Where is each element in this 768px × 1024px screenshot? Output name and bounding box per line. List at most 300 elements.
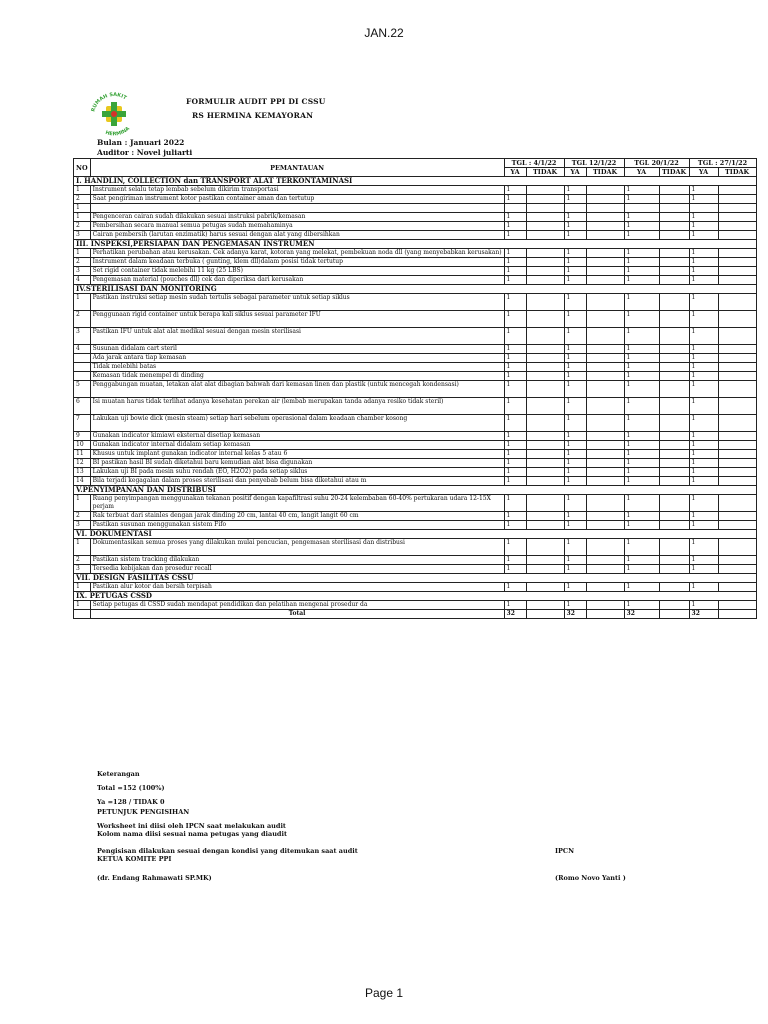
ya-header: YA	[504, 168, 526, 177]
logo-arc-bottom: HERMINA	[104, 125, 132, 138]
ya-cell: 1	[689, 267, 718, 276]
ya-cell: 1	[624, 398, 659, 415]
ya-cell: 1	[564, 468, 586, 477]
ya-cell: 1	[564, 222, 586, 231]
row-number	[74, 354, 91, 363]
tidak-cell	[586, 539, 624, 556]
ya-cell: 1	[689, 601, 718, 610]
tidak-cell	[586, 381, 624, 398]
tidak-cell	[718, 398, 756, 415]
ya-cell: 1	[564, 556, 586, 565]
row-description: Setiap petugas di CSSD sudah mendapat pendidikan dan pelatihan mengenai prosedur da	[90, 601, 504, 610]
ya-cell: 1	[624, 231, 659, 240]
tidak-cell	[586, 441, 624, 450]
ya-cell: 1	[504, 521, 526, 530]
table-row	[74, 345, 757, 354]
ya-cell: 1	[689, 415, 718, 432]
table-row	[74, 459, 757, 468]
date-header: TGL 12/1/22	[564, 159, 624, 168]
tidak-cell	[586, 459, 624, 468]
ya-cell: 1	[689, 363, 718, 372]
row-number: 1	[74, 495, 91, 512]
ya-cell: 1	[689, 556, 718, 565]
ya-cell: 1	[504, 213, 526, 222]
table-row	[74, 186, 757, 195]
tidak-cell	[659, 186, 689, 195]
tidak-cell	[718, 495, 756, 512]
ya-cell: 1	[624, 556, 659, 565]
ipcn-signature-name: (Romo Novo Yanti )	[555, 874, 626, 882]
row-number: 3	[74, 521, 91, 530]
ya-cell: 1	[504, 328, 526, 345]
ya-cell: 1	[504, 468, 526, 477]
ya-cell: 1	[504, 381, 526, 398]
tidak-cell	[526, 556, 564, 565]
ya-cell: 1	[504, 222, 526, 231]
ketua-signature-name: (dr. Endang Rahmawati SP.MK)	[97, 874, 212, 882]
tidak-cell	[526, 354, 564, 363]
total-tidak	[586, 610, 624, 619]
ya-cell: 1	[689, 249, 718, 258]
row-description: Pengemasan material (pouches dll) cek dan diperiksa dari kerusakan	[90, 276, 504, 285]
row-description: Pastikan susunan menggunakan sistem Fifo	[90, 521, 504, 530]
tidak-cell	[586, 258, 624, 267]
date-header: TGL : 4/1/22	[504, 159, 564, 168]
tidak-cell	[526, 583, 564, 592]
tidak-cell	[718, 468, 756, 477]
row-description	[90, 204, 504, 213]
ya-cell: 1	[624, 195, 659, 204]
ipcn-label: IPCN	[555, 847, 575, 855]
ya-cell: 1	[624, 249, 659, 258]
ya-cell: 1	[689, 222, 718, 231]
tidak-cell	[659, 276, 689, 285]
col-no-header: NO	[74, 159, 91, 177]
auditor-label: Auditor : Novel juliarti	[97, 148, 193, 157]
section-row	[74, 592, 757, 601]
tidak-cell	[659, 601, 689, 610]
row-description: Lakukan uji BI pada mesin suhu rendah (EO, H2O2) pada setiap siklus	[90, 468, 504, 477]
ya-cell: 1	[689, 477, 718, 486]
ya-cell: 1	[504, 601, 526, 610]
row-description: Khusus untuk implant gunakan indicator internal kelas 5 atau 6	[90, 450, 504, 459]
tidak-cell	[659, 294, 689, 311]
row-description: Pembersihan secara manual semua petugas sudah memahaminya	[90, 222, 504, 231]
row-number: 2	[74, 258, 91, 267]
tidak-cell	[659, 311, 689, 328]
tidak-cell	[718, 195, 756, 204]
tidak-cell	[586, 345, 624, 354]
ya-cell: 1	[624, 477, 659, 486]
table-row	[74, 450, 757, 459]
table-row	[74, 231, 757, 240]
row-description: Dokumentasikan semua proses yang dilakukan mulai pencucian, pengemasan sterilisasi dan distribusi	[90, 539, 504, 556]
ya-cell: 1	[564, 459, 586, 468]
tidak-cell	[659, 213, 689, 222]
ya-cell: 1	[564, 328, 586, 345]
tidak-cell	[586, 521, 624, 530]
row-number: 1	[74, 204, 91, 213]
ya-cell: 1	[564, 512, 586, 521]
tidak-cell	[586, 495, 624, 512]
ya-cell: 1	[689, 231, 718, 240]
tidak-cell	[718, 267, 756, 276]
ya-cell	[564, 204, 586, 213]
tidak-cell	[718, 258, 756, 267]
tidak-cell	[659, 521, 689, 530]
tidak-cell	[526, 432, 564, 441]
row-number: 1	[74, 539, 91, 556]
ya-cell: 1	[624, 601, 659, 610]
section-row	[74, 177, 757, 186]
row-number: 1	[74, 249, 91, 258]
tidak-cell	[526, 415, 564, 432]
section-title: VI. DOKUMENTASI	[74, 530, 757, 539]
ya-cell: 1	[504, 258, 526, 267]
tidak-cell	[526, 521, 564, 530]
table-row	[74, 249, 757, 258]
tidak-cell	[586, 213, 624, 222]
row-description: Isi muatan harus tidak terlihat adanya kesehatan perekan air (lembab merupakan tanda adanya resiko tidak steril)	[90, 398, 504, 415]
row-description: Kemasan tidak menempel di dinding	[90, 372, 504, 381]
tidak-cell	[718, 276, 756, 285]
table-row	[74, 294, 757, 311]
ya-cell: 1	[564, 441, 586, 450]
ya-cell: 1	[564, 354, 586, 363]
ya-cell: 1	[689, 186, 718, 195]
section-title: IX. PETUGAS CSSD	[74, 592, 757, 601]
tidak-cell	[526, 345, 564, 354]
date-header: TGL : 27/1/22	[689, 159, 756, 168]
ya-cell: 1	[504, 477, 526, 486]
ya-cell: 1	[564, 213, 586, 222]
ya-cell: 1	[564, 415, 586, 432]
date-header: TGL 20/1/22	[624, 159, 689, 168]
ya-cell: 1	[504, 363, 526, 372]
tidak-cell	[526, 249, 564, 258]
ya-cell: 1	[624, 363, 659, 372]
svg-text:HERMINA	[105, 126, 132, 138]
tidak-cell	[586, 204, 624, 213]
ya-cell: 1	[564, 521, 586, 530]
hermina-logo	[86, 86, 142, 142]
tidak-cell	[659, 441, 689, 450]
tidak-cell	[526, 441, 564, 450]
tidak-cell	[526, 459, 564, 468]
tidak-cell	[586, 565, 624, 574]
tidak-cell	[718, 512, 756, 521]
tidak-cell	[718, 521, 756, 530]
ya-cell: 1	[504, 459, 526, 468]
tidak-cell	[718, 231, 756, 240]
table-row	[74, 398, 757, 415]
row-description: Pastikan instruksi setiap mesin sudah tertulis sebagai parameter untuk setiap siklus	[90, 294, 504, 311]
table-row	[74, 477, 757, 486]
ya-cell: 1	[564, 249, 586, 258]
row-number: 4	[74, 276, 91, 285]
row-number: 1	[74, 186, 91, 195]
ya-cell: 1	[504, 294, 526, 311]
tidak-cell	[659, 231, 689, 240]
tidak-cell	[586, 249, 624, 258]
tidak-cell	[718, 222, 756, 231]
ya-cell: 1	[624, 450, 659, 459]
ya-cell: 1	[689, 398, 718, 415]
row-number: 4	[74, 345, 91, 354]
row-number: 13	[74, 468, 91, 477]
tidak-cell	[526, 258, 564, 267]
tidak-cell	[526, 276, 564, 285]
table-row	[74, 441, 757, 450]
ya-cell: 1	[564, 372, 586, 381]
tidak-cell	[718, 556, 756, 565]
tidak-cell	[718, 204, 756, 213]
tidak-cell	[659, 267, 689, 276]
tidak-cell	[526, 294, 564, 311]
tidak-cell	[526, 539, 564, 556]
row-description: Set rigid container tidak melebihi 11 kg (25 LBS)	[90, 267, 504, 276]
tidak-cell	[526, 601, 564, 610]
row-number: 1	[74, 294, 91, 311]
ketua-label: KETUA KOMITE PPI	[97, 855, 172, 863]
ya-cell: 1	[564, 565, 586, 574]
ya-cell: 1	[689, 276, 718, 285]
total-line: Total =152 (100%)	[97, 784, 165, 792]
tidak-cell	[526, 213, 564, 222]
ya-cell: 1	[504, 186, 526, 195]
section-title: VII. DESIGN FASILITAS CSSU	[74, 574, 757, 583]
ya-cell: 1	[689, 195, 718, 204]
ya-line: Ya =128 / TIDAK 0	[97, 798, 165, 806]
ya-cell: 1	[689, 583, 718, 592]
ya-cell: 1	[624, 415, 659, 432]
ya-cell: 1	[504, 249, 526, 258]
row-description: Cairan pembersih (larutan enzimatik) harus sesuai dengan alat yang dibersihkan	[90, 231, 504, 240]
row-number: 5	[74, 381, 91, 398]
tidak-cell	[718, 539, 756, 556]
tidak-cell	[718, 601, 756, 610]
tidak-cell	[526, 512, 564, 521]
tidak-cell	[718, 441, 756, 450]
tidak-cell	[659, 381, 689, 398]
keterangan: Keterangan	[97, 770, 140, 778]
pengisian-note: Pengisisan dilakukan sesuai dengan kondisi yang ditemukan saat audit	[97, 847, 358, 855]
ya-cell: 1	[564, 381, 586, 398]
tidak-cell	[526, 222, 564, 231]
ya-cell: 1	[564, 477, 586, 486]
row-number: 2	[74, 195, 91, 204]
tidak-cell	[718, 345, 756, 354]
tidak-cell	[586, 512, 624, 521]
total-empty	[74, 610, 91, 619]
table-row	[74, 195, 757, 204]
ya-cell: 1	[504, 398, 526, 415]
total-tidak	[526, 610, 564, 619]
tidak-cell	[526, 204, 564, 213]
table-row	[74, 539, 757, 556]
section-title: IV.STERILISASI DAN MONITORING	[74, 285, 757, 294]
tidak-cell	[586, 186, 624, 195]
tidak-cell	[586, 432, 624, 441]
row-description: Tersedia kebijakan dan prosedur recall	[90, 565, 504, 574]
total-tidak	[659, 610, 689, 619]
tidak-cell	[659, 512, 689, 521]
row-description: Susunan didalam cart steril	[90, 345, 504, 354]
row-number: 11	[74, 450, 91, 459]
table-row	[74, 556, 757, 565]
row-description: Pastikan IFU untuk alat alat medikal sesuai dengan mesin sterilisasi	[90, 328, 504, 345]
tidak-cell	[526, 477, 564, 486]
ya-cell: 1	[504, 372, 526, 381]
ya-cell: 1	[564, 345, 586, 354]
ya-cell: 1	[689, 512, 718, 521]
total-value: 32	[624, 610, 659, 619]
section-row	[74, 285, 757, 294]
tidak-cell	[718, 415, 756, 432]
tidak-header: TIDAK	[659, 168, 689, 177]
ya-cell: 1	[689, 294, 718, 311]
row-number: 7	[74, 415, 91, 432]
tidak-cell	[718, 328, 756, 345]
tidak-cell	[718, 583, 756, 592]
ya-cell: 1	[624, 345, 659, 354]
tidak-cell	[526, 450, 564, 459]
ya-cell: 1	[624, 512, 659, 521]
row-number	[74, 372, 91, 381]
total-label: Total	[90, 610, 504, 619]
tidak-cell	[659, 468, 689, 477]
tidak-cell	[526, 328, 564, 345]
tidak-cell	[659, 204, 689, 213]
row-number: 12	[74, 459, 91, 468]
tidak-cell	[586, 354, 624, 363]
row-description: Tidak melebihi batas	[90, 363, 504, 372]
section-row	[74, 240, 757, 249]
tidak-cell	[659, 539, 689, 556]
tidak-cell	[659, 565, 689, 574]
table-row	[74, 328, 757, 345]
tidak-cell	[718, 354, 756, 363]
row-number: 3	[74, 267, 91, 276]
section-row	[74, 574, 757, 583]
ya-cell: 1	[624, 521, 659, 530]
tidak-cell	[586, 601, 624, 610]
ya-cell	[689, 204, 718, 213]
ya-cell: 1	[624, 276, 659, 285]
total-value: 32	[564, 610, 586, 619]
ya-cell: 1	[689, 521, 718, 530]
ya-cell: 1	[504, 495, 526, 512]
row-number: 3	[74, 231, 91, 240]
row-description: Ruang penyimpangan menggunakan tekanan positif dengan kapafiltrasi suhu 20-24 kelembaban 60-40% pertukaran udara 12-15X perjam	[90, 495, 504, 512]
table-row	[74, 354, 757, 363]
tidak-cell	[659, 345, 689, 354]
table-row	[74, 495, 757, 512]
ya-cell: 1	[504, 565, 526, 574]
table-row	[74, 415, 757, 432]
row-number: 2	[74, 222, 91, 231]
ya-cell: 1	[624, 432, 659, 441]
table-row	[74, 276, 757, 285]
tidak-cell	[526, 565, 564, 574]
row-number: 2	[74, 311, 91, 328]
ya-cell: 1	[504, 450, 526, 459]
ya-cell: 1	[689, 432, 718, 441]
ya-cell: 1	[564, 601, 586, 610]
tidak-cell	[586, 415, 624, 432]
row-description: Pastikan sistem tracking dilakukan	[90, 556, 504, 565]
table-row	[74, 372, 757, 381]
total-row	[74, 610, 757, 619]
ya-cell: 1	[689, 328, 718, 345]
ya-cell: 1	[504, 415, 526, 432]
ya-cell: 1	[624, 381, 659, 398]
ya-cell: 1	[624, 495, 659, 512]
ya-cell: 1	[624, 583, 659, 592]
tidak-cell	[718, 450, 756, 459]
ya-cell: 1	[689, 311, 718, 328]
form-title: FORMULIR AUDIT PPI DI CSSU	[186, 97, 326, 106]
ya-cell: 1	[624, 311, 659, 328]
row-description: Penggabungan muatan, letakan alat alat dibagian bahwah dari kemasan linen dan plastik (untuk mencegah kondensasi)	[90, 381, 504, 398]
ya-cell: 1	[504, 583, 526, 592]
tidak-cell	[586, 398, 624, 415]
tidak-cell	[526, 495, 564, 512]
ya-cell: 1	[689, 468, 718, 477]
ya-cell: 1	[689, 381, 718, 398]
ya-cell: 1	[624, 328, 659, 345]
row-description: Instrument dalam keadaan terbuka ( gunting, klem dll)dalam posisi tidak tertutup	[90, 258, 504, 267]
tidak-cell	[526, 372, 564, 381]
tidak-cell	[659, 583, 689, 592]
tidak-header: TIDAK	[718, 168, 756, 177]
table-row	[74, 363, 757, 372]
tidak-cell	[718, 459, 756, 468]
ya-cell: 1	[624, 372, 659, 381]
ya-cell: 1	[624, 222, 659, 231]
tidak-cell	[526, 381, 564, 398]
tidak-header: TIDAK	[526, 168, 564, 177]
row-number: 6	[74, 398, 91, 415]
ya-cell: 1	[564, 311, 586, 328]
tidak-cell	[718, 363, 756, 372]
tidak-cell	[586, 468, 624, 477]
ya-cell: 1	[504, 276, 526, 285]
ya-cell: 1	[624, 459, 659, 468]
tidak-cell	[586, 222, 624, 231]
page-number: Page 1	[364, 986, 404, 1000]
ya-cell: 1	[504, 231, 526, 240]
total-value: 32	[504, 610, 526, 619]
ya-cell: 1	[689, 441, 718, 450]
row-description: Instrument selalu tetap lembab sebelum dikirim transportasi	[90, 186, 504, 195]
table-row	[74, 213, 757, 222]
tidak-cell	[718, 249, 756, 258]
ya-cell: 1	[624, 294, 659, 311]
ya-cell: 1	[564, 195, 586, 204]
tidak-cell	[718, 311, 756, 328]
ya-cell: 1	[689, 459, 718, 468]
table-row	[74, 601, 757, 610]
tidak-cell	[526, 231, 564, 240]
row-description: Pengenceran cairan sudah dilakukan sesuai instruksi pabrik/kemasan	[90, 213, 504, 222]
tidak-cell	[586, 477, 624, 486]
worksheet-note-1: Worksheet ini diisi oleh IPCN saat melakukan audit	[97, 822, 286, 830]
tidak-cell	[526, 311, 564, 328]
ya-header: YA	[564, 168, 586, 177]
row-number	[74, 363, 91, 372]
ya-cell: 1	[504, 267, 526, 276]
